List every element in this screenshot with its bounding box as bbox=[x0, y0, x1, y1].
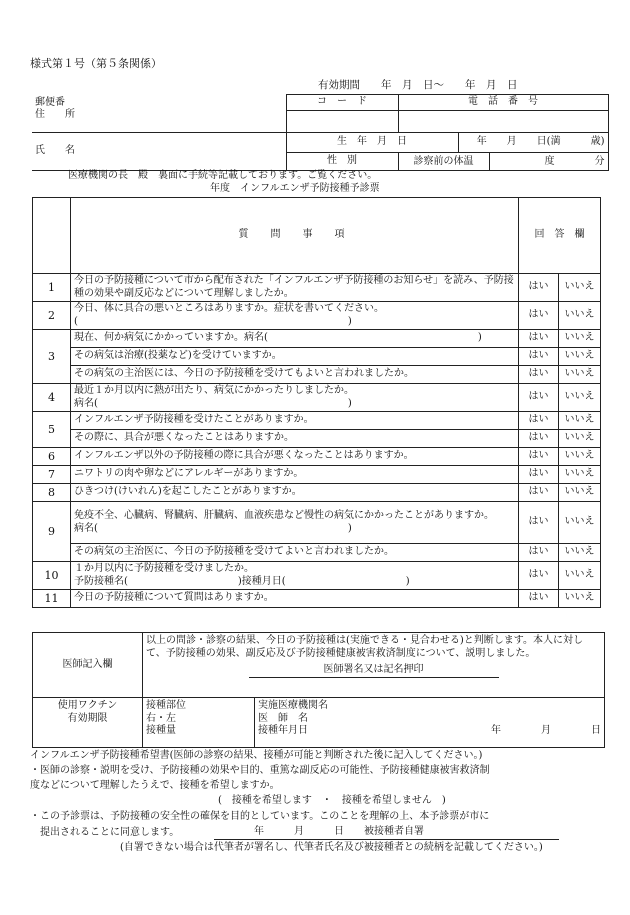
temperature-label: 診察前の体温 bbox=[399, 153, 490, 170]
wish-line-1: ・医師の診察・説明を受け、予防接種の効果や目的、重篤な副反応の可能性、予防接種健康被害救済制 bbox=[30, 765, 490, 776]
question-text: 今日の予防接種について質問はありますか。 bbox=[74, 592, 274, 604]
consent-signature-line[interactable]: 年 月 日 被接種者自署 bbox=[214, 826, 559, 840]
no-option[interactable]: いいえ bbox=[559, 330, 601, 348]
name-field[interactable] bbox=[32, 133, 286, 171]
wish-line-2: 度などについて理解したうえで、接種を希望しますか。 bbox=[30, 780, 280, 791]
question-number: 10 bbox=[33, 562, 71, 590]
code-label: コ ー ド bbox=[286, 95, 398, 111]
question-row bbox=[33, 484, 601, 502]
no-option[interactable]: いいえ bbox=[559, 448, 601, 466]
personal-info-table bbox=[32, 94, 609, 171]
no-option[interactable]: いいえ bbox=[559, 348, 601, 366]
yes-option[interactable]: はい bbox=[519, 330, 559, 348]
no-option[interactable]: いいえ bbox=[559, 484, 601, 502]
expiry-label: 有効期限 bbox=[67, 712, 108, 724]
postal-label: 郵便番 bbox=[35, 96, 65, 108]
question-text: 今日の予防接種について市から配布された「インフルエンザ予防接種のお知らせ」を読み、予防接種の効果や副反応などについて理解しましたか。 bbox=[74, 275, 514, 299]
question-subtext: ( ) bbox=[74, 315, 352, 327]
question-text: 免疫不全、心臓病、腎臓病、肝臓病、血液疾患など慢性の病気にかかったことがありますか。 bbox=[74, 510, 494, 521]
question-row bbox=[33, 544, 601, 562]
age-field[interactable]: 年 月 日(満 歳) bbox=[458, 133, 608, 153]
facility-label: 実施医療機関名 bbox=[258, 700, 328, 711]
yes-option[interactable]: はい bbox=[519, 412, 559, 430]
question-row bbox=[33, 348, 601, 366]
question-number: 9 bbox=[33, 502, 71, 562]
question-table bbox=[32, 197, 601, 608]
question-row bbox=[33, 330, 601, 348]
yes-option[interactable]: はい bbox=[519, 590, 559, 608]
no-option[interactable]: いいえ bbox=[559, 274, 601, 302]
proxy-note: (自署できない場合は代筆者が署名し、代筆者氏名及び被接種者との続柄を記載してください。) bbox=[120, 842, 543, 853]
wish-choice[interactable]: ( 接種を希望します ・ 接種を希望しません ) bbox=[218, 795, 446, 806]
question-number: 8 bbox=[33, 484, 71, 502]
question-number: 1 bbox=[33, 274, 71, 302]
form-id: 様式第１号（第５条関係） bbox=[30, 57, 162, 70]
yes-option[interactable]: はい bbox=[519, 274, 559, 302]
consent-line-1: ・この予診票は、予防接種の安全性の確保を目的としています。このことを理解の上、本予診票が市に bbox=[30, 811, 490, 822]
phone-label: 電 話 番 号 bbox=[398, 95, 608, 111]
question-row bbox=[33, 366, 601, 384]
question-number: 5 bbox=[33, 412, 71, 448]
no-option[interactable]: いいえ bbox=[559, 562, 601, 590]
yes-option[interactable]: はい bbox=[519, 466, 559, 484]
no-option[interactable]: いいえ bbox=[559, 412, 601, 430]
wish-title: インフルエンザ予防接種希望書(医師の診察の結果、接種が可能と判断された後に記入してください。) bbox=[30, 750, 483, 761]
question-text: その際に、具合が悪くなったことはありますか。 bbox=[74, 432, 294, 444]
no-option[interactable]: いいえ bbox=[559, 430, 601, 448]
no-option[interactable]: いいえ bbox=[559, 590, 601, 608]
address-label: 住 所 bbox=[35, 109, 75, 120]
no-option[interactable]: いいえ bbox=[559, 544, 601, 562]
question-row bbox=[33, 274, 601, 302]
yes-option[interactable]: はい bbox=[519, 302, 559, 330]
no-option[interactable]: いいえ bbox=[559, 502, 601, 544]
no-option[interactable]: いいえ bbox=[559, 302, 601, 330]
yes-option[interactable]: はい bbox=[519, 348, 559, 366]
injection-site-label: 接種部位 bbox=[146, 700, 186, 711]
question-text: 今日、体に具合の悪いところはありますか。症状を書いてください。 bbox=[74, 303, 384, 314]
consent-line-2: 提出されることに同意します。 bbox=[40, 827, 180, 838]
injection-site-cell[interactable] bbox=[143, 698, 255, 748]
question-number: 7 bbox=[33, 466, 71, 484]
question-text: １か月以内に予防接種を受けましたか。 bbox=[74, 563, 254, 574]
question-row bbox=[33, 412, 601, 430]
no-option[interactable]: いいえ bbox=[559, 466, 601, 484]
temperature-field[interactable]: 度 分 bbox=[544, 156, 605, 167]
doctor-statement: 以上の問診・診察の結果、今日の予防接種は(実施できる・見合わせる)と判断します。本人に対して、予防接種の効果、副反応及び予防接種健康被害救済制度について、説明しました。 bbox=[146, 635, 584, 659]
vaccine-label: 使用ワクチン bbox=[57, 700, 118, 711]
question-text: その病気の主治医には、今日の予防接種を受けてもよいと言われましたか。 bbox=[74, 368, 414, 380]
question-text: 最近１か月以内に熱が出たり、病気にかかったりしましたか。 bbox=[74, 385, 354, 396]
question-row bbox=[33, 384, 601, 412]
yes-option[interactable]: はい bbox=[519, 562, 559, 590]
yes-option[interactable]: はい bbox=[519, 484, 559, 502]
question-row bbox=[33, 466, 601, 484]
question-row bbox=[33, 430, 601, 448]
question-number: 3 bbox=[33, 330, 71, 384]
question-row bbox=[33, 448, 601, 466]
question-number: 2 bbox=[33, 302, 71, 330]
doctor-section-label: 医師記入欄 bbox=[33, 633, 143, 698]
code-field[interactable] bbox=[286, 111, 398, 133]
question-text: ひきつけ(けいれん)を起こしたことがありますか。 bbox=[74, 486, 302, 498]
yes-option[interactable]: はい bbox=[519, 430, 559, 448]
name-label: 氏 名 bbox=[35, 145, 75, 157]
dose-label: 接種量 bbox=[146, 725, 176, 736]
question-text: インフルエンザ以外の予防接種の際に具合が悪くなったことはありますか。 bbox=[74, 450, 414, 462]
injection-date-field[interactable]: 年 月 日 bbox=[491, 725, 601, 736]
question-text: ニワトリの肉や卵などにアレルギーがありますか。 bbox=[74, 468, 304, 480]
yes-option[interactable]: はい bbox=[519, 544, 559, 562]
question-subtext: 予防接種名( )接種月日( ) bbox=[74, 575, 410, 587]
injection-date-label: 接種年月日 bbox=[258, 725, 308, 736]
yes-option[interactable]: はい bbox=[519, 448, 559, 466]
number-header bbox=[33, 198, 71, 274]
question-row bbox=[33, 562, 601, 590]
facility-cell[interactable] bbox=[255, 698, 605, 748]
sex-label: 性 別 bbox=[286, 153, 398, 171]
question-text: 現在、何か病気にかかっていますか。病名( ) bbox=[74, 332, 482, 344]
question-text: その病気は治療(投薬など)を受けていますか。 bbox=[74, 350, 282, 362]
question-row bbox=[33, 502, 601, 544]
no-option[interactable]: いいえ bbox=[559, 384, 601, 412]
question-number: 6 bbox=[33, 448, 71, 466]
question-number: 4 bbox=[33, 384, 71, 412]
question-subtext: 病名( ) bbox=[74, 397, 352, 409]
temperature-cell bbox=[398, 153, 608, 171]
question-row bbox=[33, 590, 601, 608]
yes-option[interactable]: はい bbox=[519, 366, 559, 384]
yes-option[interactable]: はい bbox=[519, 502, 559, 544]
doctor-table bbox=[32, 632, 605, 748]
question-row bbox=[33, 302, 601, 330]
question-subtext: 病名( ) bbox=[74, 522, 352, 534]
phone-field[interactable] bbox=[398, 111, 608, 133]
notice-text: 医療機関の長 殿 裏面に手続等記載しております。ご覧ください。 bbox=[68, 170, 378, 181]
question-text: インフルエンザ予防接種を受けたことがありますか。 bbox=[74, 414, 314, 426]
doctor-name-label: 医 師 名 bbox=[258, 712, 308, 724]
question-number: 11 bbox=[33, 590, 71, 608]
form-title: 年度 インフルエンザ予防接種予診票 bbox=[210, 183, 380, 194]
yes-option[interactable]: はい bbox=[519, 384, 559, 412]
no-option[interactable]: いいえ bbox=[559, 366, 601, 384]
answer-header: 回 答 欄 bbox=[519, 198, 601, 274]
question-header: 質 問 事 項 bbox=[71, 198, 519, 274]
validity-period: 有効期間 年 月 日～ 年 月 日 bbox=[318, 79, 518, 91]
left-right-label: 右・左 bbox=[146, 712, 176, 724]
doctor-signature-line[interactable]: 医師署名又は記名押印 bbox=[249, 664, 499, 678]
question-text: その病気の主治医に、今日の予防接種を受けてよいと言われましたか。 bbox=[74, 546, 394, 558]
birth-label: 生 年 月 日 bbox=[286, 133, 458, 153]
